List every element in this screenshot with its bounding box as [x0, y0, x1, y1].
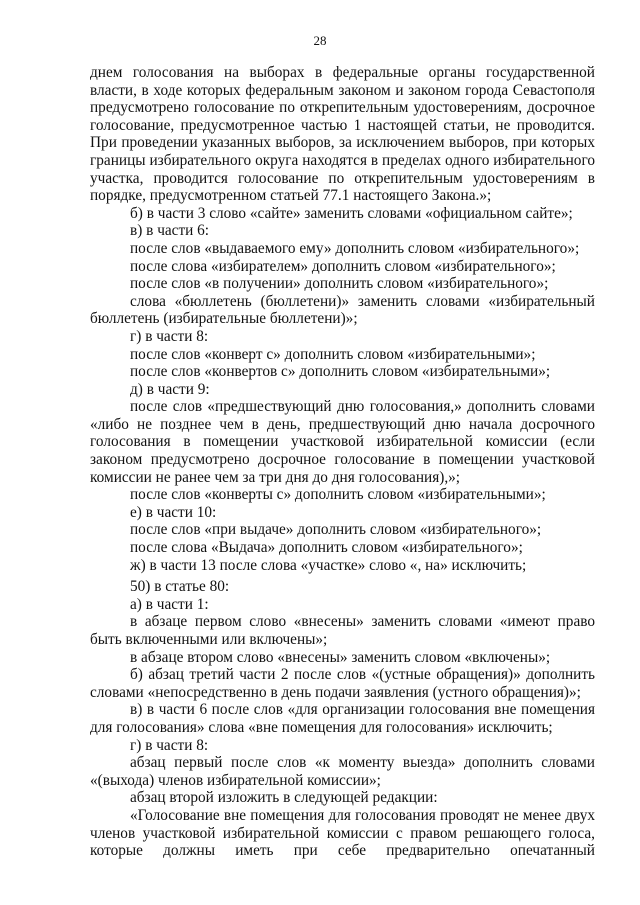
- paragraph: слова «бюллетень (бюллетени)» заменить словами «избирательный бюллетень (избирательные бюллетени)»;: [90, 292, 595, 328]
- paragraph: после слов «конверты с» дополнить словом «избирательными»;: [130, 486, 546, 504]
- paragraph: после слов «при выдаче» дополнить словом «избирательного»;: [130, 521, 542, 539]
- paragraph: б) абзац третий части 2 после слов «(устные обращения)» дополнить словами «непосредственно в день подачи заявления (устного обращения)»;: [90, 666, 595, 701]
- paragraph: 50) в статье 80:: [130, 578, 230, 596]
- paragraph: б) в части 3 слово «сайте» заменить словами «официальном сайте»;: [130, 204, 573, 222]
- paragraph: абзац второй изложить в следующей редакции:: [130, 789, 438, 807]
- paragraph: в) в части 6 после слов «для организации голосования вне помещения для голосования» слова «вне помещения для голосования» исключить;: [90, 701, 595, 736]
- paragraph: в абзаце втором слово «внесены» заменить словом «включены»;: [130, 648, 551, 666]
- paragraph: ж) в части 13 после слова «участке» слово «, на» исключить;: [130, 556, 527, 574]
- document-body: [90, 64, 595, 860]
- paragraph: е) в части 10:: [130, 503, 217, 521]
- paragraph: днем голосования на выборах в федеральные органы государственной власти, в ходе которых федеральным законом и законом города Севастополя предусмотрено голосование по открепительным удостоверениям, досрочное голосование, предусмотренное частью 1 настоящей статьи, не проводится. При проведении указанных выборов, за исключением выборов, при которых границы избирательного округа находятся в пределах одного избирательного участка, проводится голосование по открепительным удостоверениям в порядке, предусмотренном статьей 77.1 настоящего Закона.»;: [90, 64, 595, 205]
- paragraph: после слова «избирателем» дополнить словом «избирательного»;: [130, 257, 556, 275]
- paragraph: в) в части 6:: [130, 222, 210, 240]
- paragraph: после слов «конвертов с» дополнить словом «избирательными»;: [130, 363, 551, 381]
- paragraph: после слов «выдаваемого ему» дополнить словом «избирательного»;: [130, 239, 580, 257]
- paragraph: д) в части 9:: [130, 380, 210, 398]
- paragraph: после слова «Выдача» дополнить словом «избирательного»;: [130, 539, 523, 557]
- paragraph: после слов «конверт с» дополнить словом «избирательными»;: [130, 345, 536, 363]
- paragraph: после слов «предшествующий дню голосования,» дополнить словами «либо не позднее чем в день, предшествующий дню начала досрочного голосования в помещении участковой избирательной комиссии (если законом предусмотрено досрочное голосование в помещении участковой комиссии не ранее чем за три дня до дня голосования),»;: [90, 398, 595, 486]
- paragraph: после слов «в получении» дополнить словом «избирательного»;: [130, 275, 549, 293]
- paragraph: г) в части 8:: [130, 327, 209, 345]
- paragraph: а) в части 1:: [130, 595, 209, 613]
- paragraph: г) в части 8:: [130, 736, 209, 754]
- paragraph: абзац первый после слов «к моменту выезда» дополнить словами «(выхода) членов избирательной комиссии»;: [90, 754, 595, 789]
- paragraph: «Голосование вне помещения для голосования проводят не менее двух членов участковой избирательной комиссии с правом решающего голоса, которые должны иметь при себе предварительно опечатанный: [90, 806, 595, 860]
- paragraph: в абзаце первом слово «внесены» заменить словами «имеют право быть включенными или включены»;: [90, 613, 595, 648]
- page-number: 28: [313, 33, 327, 48]
